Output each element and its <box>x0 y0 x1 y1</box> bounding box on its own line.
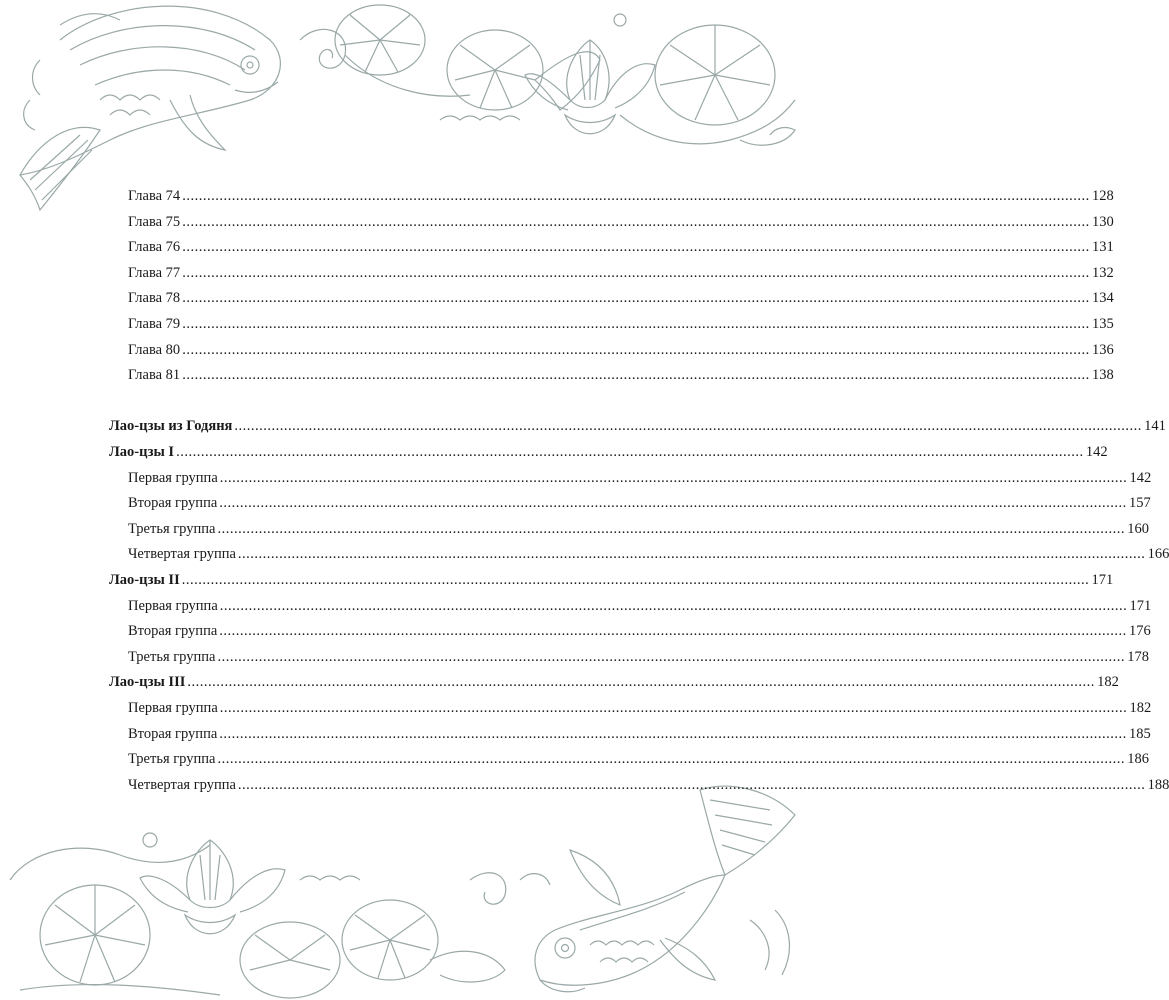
toc-entry-title: Лао-цзы II <box>109 572 180 588</box>
toc-entry-title: Глава 76 <box>128 239 181 255</box>
toc-leader-dots: ............................................................................................................................................................................................................................ <box>182 188 1090 204</box>
toc-entry <box>128 696 1152 720</box>
toc-entry <box>128 363 1114 387</box>
toc-entry-title: Глава 81 <box>128 367 181 383</box>
toc-entry-title: Вторая группа <box>128 726 218 742</box>
toc-entry-page: 132 <box>1091 265 1114 281</box>
toc-entry <box>128 619 1151 643</box>
toc-leader-dots: ............................................................................................................................................................................................................................ <box>182 265 1090 281</box>
toc-entry-page: 136 <box>1091 342 1114 358</box>
toc-entry <box>128 261 1114 285</box>
toc-leader-dots: ............................................................................................................................................................................................................................ <box>182 316 1090 332</box>
toc-entry-title: Лао-цзы из Годяня <box>109 418 233 434</box>
toc-entry <box>128 773 1169 797</box>
toc-entry-page: 185 <box>1129 726 1151 742</box>
toc-leader-dots: ............................................................................................................................................................................................................................ <box>182 239 1090 255</box>
toc-entry-title: Первая группа <box>128 470 218 486</box>
toc-entry <box>128 594 1152 618</box>
toc-entry-page: 176 <box>1129 623 1151 639</box>
toc-leader-dots: ............................................................................................................................................................................................................................ <box>219 470 1128 486</box>
toc-entry-page: 186 <box>1127 751 1149 767</box>
toc-entry-title: Третья группа <box>128 649 216 665</box>
toc-leader-dots: ............................................................................................................................................................................................................................ <box>217 649 1125 665</box>
toc-leader-dots: ............................................................................................................................................................................................................................ <box>219 726 1127 742</box>
toc-entry-page: 142 <box>1085 444 1108 460</box>
toc-leader-dots: ............................................................................................................................................................................................................................ <box>237 546 1146 562</box>
toc-entry-title: Лао-цзы III <box>109 674 186 690</box>
toc-entry <box>109 568 1114 592</box>
toc-entry <box>128 286 1114 310</box>
toc-entry <box>128 466 1152 490</box>
toc-leader-dots: ............................................................................................................................................................................................................................ <box>182 290 1090 306</box>
toc-entry-page: 138 <box>1091 367 1114 383</box>
toc-entry <box>128 312 1114 336</box>
toc-leader-dots: ............................................................................................................................................................................................................................ <box>219 598 1128 614</box>
toc-entry-page: 157 <box>1129 495 1151 511</box>
toc-leader-dots: ............................................................................................................................................................................................................................ <box>182 342 1090 358</box>
toc-entry-page: 188 <box>1147 777 1169 793</box>
toc-entry <box>128 722 1151 746</box>
toc-entry-page: 142 <box>1129 470 1152 486</box>
toc-entry <box>128 210 1114 234</box>
toc-entry-page: 171 <box>1129 598 1152 614</box>
toc-leader-dots: ............................................................................................................................................................................................................................ <box>219 623 1127 639</box>
toc-entry-title: Глава 80 <box>128 342 181 358</box>
toc-entry-title: Третья группа <box>128 521 216 537</box>
toc-leader-dots: ............................................................................................................................................................................................................................ <box>219 700 1128 716</box>
toc-leader-dots: ............................................................................................................................................................................................................................ <box>176 444 1084 460</box>
toc-entry-title: Глава 78 <box>128 290 181 306</box>
toc-leader-dots: ............................................................................................................................................................................................................................ <box>234 418 1142 434</box>
toc-entry-page: 131 <box>1091 239 1114 255</box>
toc-leader-dots: ............................................................................................................................................................................................................................ <box>237 777 1146 793</box>
toc-entry <box>109 670 1119 694</box>
toc-entry <box>109 440 1108 464</box>
toc-leader-dots: ............................................................................................................................................................................................................................ <box>182 214 1090 230</box>
toc-entry-title: Вторая группа <box>128 623 218 639</box>
toc-entry <box>128 747 1149 771</box>
toc-entry <box>128 491 1151 515</box>
toc-entry-page: 135 <box>1091 316 1114 332</box>
toc-entry-title: Глава 74 <box>128 188 181 204</box>
toc-leader-dots: ............................................................................................................................................................................................................................ <box>217 751 1125 767</box>
toc-entry-page: 166 <box>1147 546 1169 562</box>
toc-entry <box>128 542 1169 566</box>
toc-entry-title: Первая группа <box>128 700 218 716</box>
toc-entry-title: Четвертая группа <box>128 546 236 562</box>
toc-entry-title: Вторая группа <box>128 495 218 511</box>
toc-entry-title: Глава 77 <box>128 265 181 281</box>
toc-entry-page: 128 <box>1091 188 1114 204</box>
toc-entry-page: 141 <box>1144 418 1166 434</box>
toc-leader-dots: ............................................................................................................................................................................................................................ <box>217 521 1125 537</box>
toc-entry <box>128 184 1114 208</box>
toc-entry-page: 182 <box>1129 700 1152 716</box>
toc-entry <box>128 645 1149 669</box>
toc-leader-dots: ............................................................................................................................................................................................................................ <box>219 495 1127 511</box>
toc-entry <box>128 235 1114 259</box>
toc-entry-title: Первая группа <box>128 598 218 614</box>
toc-entry-page: 182 <box>1097 674 1119 690</box>
toc-entry-page: 130 <box>1091 214 1114 230</box>
toc-entry-page: 160 <box>1127 521 1149 537</box>
toc-entry-page: 178 <box>1127 649 1149 665</box>
toc-entry <box>128 517 1149 541</box>
toc-entry-title: Лао-цзы I <box>109 444 175 460</box>
toc-entry-title: Глава 79 <box>128 316 181 332</box>
toc-entry-title: Третья группа <box>128 751 216 767</box>
toc-leader-dots: ............................................................................................................................................................................................................................ <box>187 674 1095 690</box>
toc-entry-title: Четвертая группа <box>128 777 236 793</box>
toc-leader-dots: ............................................................................................................................................................................................................................ <box>181 572 1090 588</box>
toc-entry-title: Глава 75 <box>128 214 181 230</box>
toc-entry <box>109 414 1166 438</box>
toc-entry <box>128 338 1114 362</box>
toc-leader-dots: ............................................................................................................................................................................................................................ <box>182 367 1090 383</box>
toc-entry-page: 171 <box>1091 572 1114 588</box>
toc-entry-page: 134 <box>1091 290 1114 306</box>
